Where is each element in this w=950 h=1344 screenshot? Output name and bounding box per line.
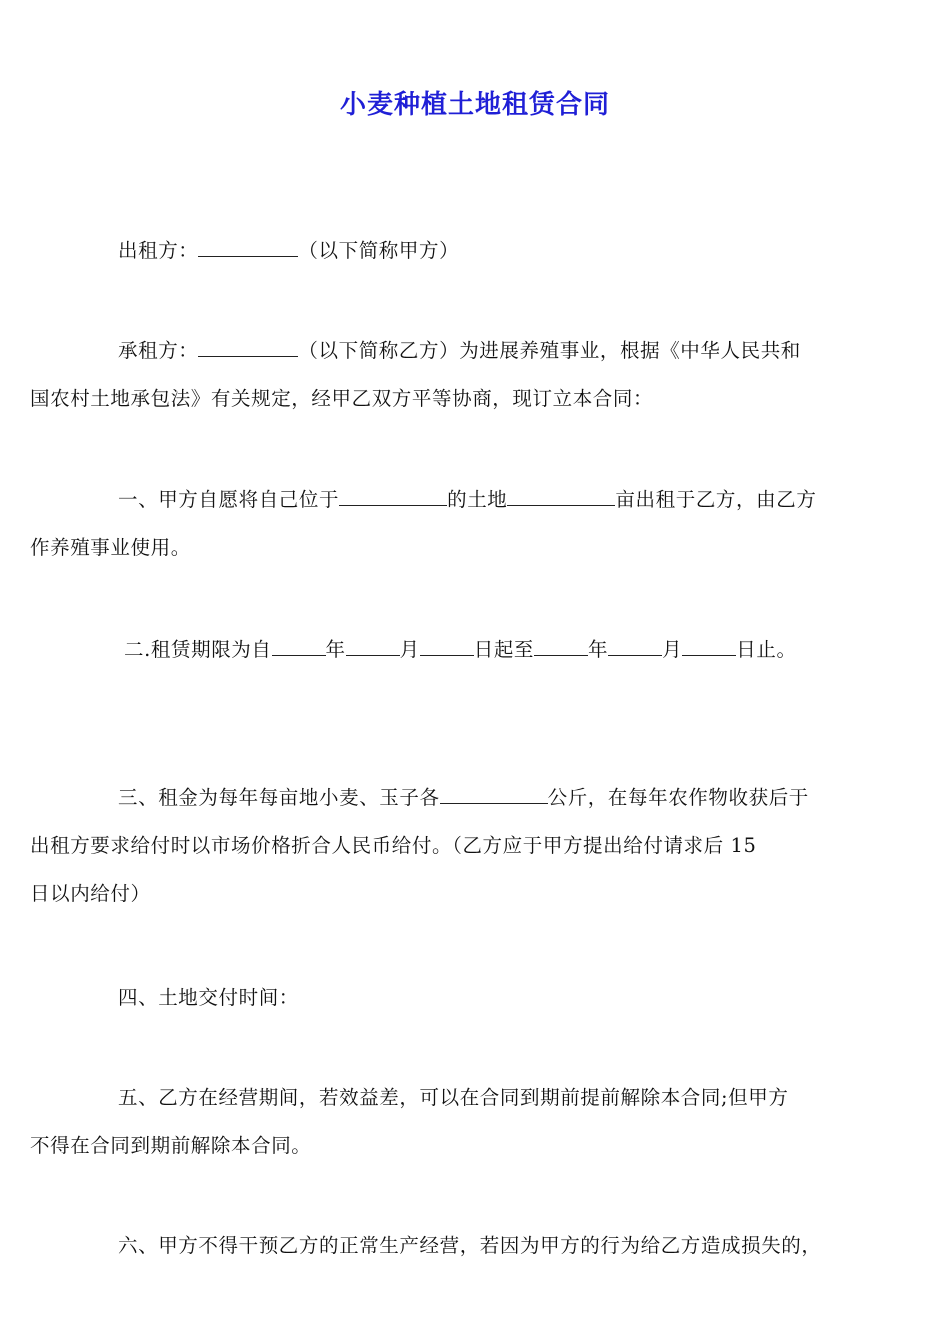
end-year-blank [534,635,588,656]
start-year-blank [272,635,326,656]
start-day-blank [420,635,474,656]
clause-2-text-a: 二.租赁期限为自 [124,638,272,661]
clause-5 [30,1074,884,1170]
clause-3-text-b: 公斤，在每年农作物收获后于 [547,786,809,809]
clause-2-day-to: 日止。 [736,638,797,661]
lessee-name-blank [198,336,298,357]
end-month-blank [608,635,662,656]
lessor-name-blank [198,236,298,257]
clause-2-line-1 [74,626,884,674]
end-day-blank [682,635,736,656]
lessor-suffix: （以下简称甲方） [298,239,460,262]
clause-3-line-3: 日以内给付） [30,882,151,905]
clause-2-year: 年 [325,638,346,661]
rent-amount-blank [440,783,548,804]
clause-2-day-from: 日起至 [473,638,535,661]
lessor-paragraph [74,227,884,275]
clause-2-year-2: 年 [588,638,609,661]
lessor-line [74,227,884,275]
clause-1-text-b: 的土地 [447,488,508,511]
lessee-line-2: 国农村土地承包法》有关规定，经甲乙双方平等协商，现订立本合同： [30,387,654,410]
clause-5-line-2: 不得在合同到期前解除本合同。 [30,1134,312,1157]
clause-1-text-c: 亩出租于乙方，由乙方 [615,488,817,511]
clause-3-text-a: 三、租金为每年每亩地小麦、玉子各 [118,786,440,809]
clause-1-line-2: 作养殖事业使用。 [30,536,191,559]
clause-3-line-1 [74,774,884,822]
clause-3 [30,774,884,918]
area-blank [507,485,615,506]
clause-4 [74,974,884,1022]
clause-6-line-1: 六、甲方不得干预乙方的正常生产经营，若因为甲方的行为给乙方造成损失的， [118,1234,822,1257]
start-month-blank [346,635,400,656]
clause-2 [74,626,884,674]
clause-5-line-1: 五、乙方在经营期间，若效益差，可以在合同到期前提前解除本合同;但甲方 [118,1086,789,1109]
document-title: 小麦种植土地租赁合同 [339,90,610,120]
clause-1 [30,476,884,572]
lessee-line-1 [74,327,884,375]
clause-1-line-1 [74,476,884,524]
location-blank [339,485,447,506]
clause-6 [74,1222,884,1270]
clause-3-line-2: 出租方要求给付时以市场价格折合人民币给付。（乙方应于甲方提出给付请求后 15 [30,834,757,857]
lessor-label: 出租方： [118,239,199,262]
lessee-paragraph [30,327,884,423]
clause-2-month-2: 月 [662,638,683,661]
lessee-label: 承租方： [118,339,199,362]
clause-4-line-1: 四、土地交付时间： [118,986,299,1009]
clause-1-text-a: 一、甲方自愿将自己位于 [118,488,340,511]
clause-2-month: 月 [399,638,420,661]
lessee-suffix: （以下简称乙方）为进展养殖事业，根据《中华人民共和 [298,339,801,362]
